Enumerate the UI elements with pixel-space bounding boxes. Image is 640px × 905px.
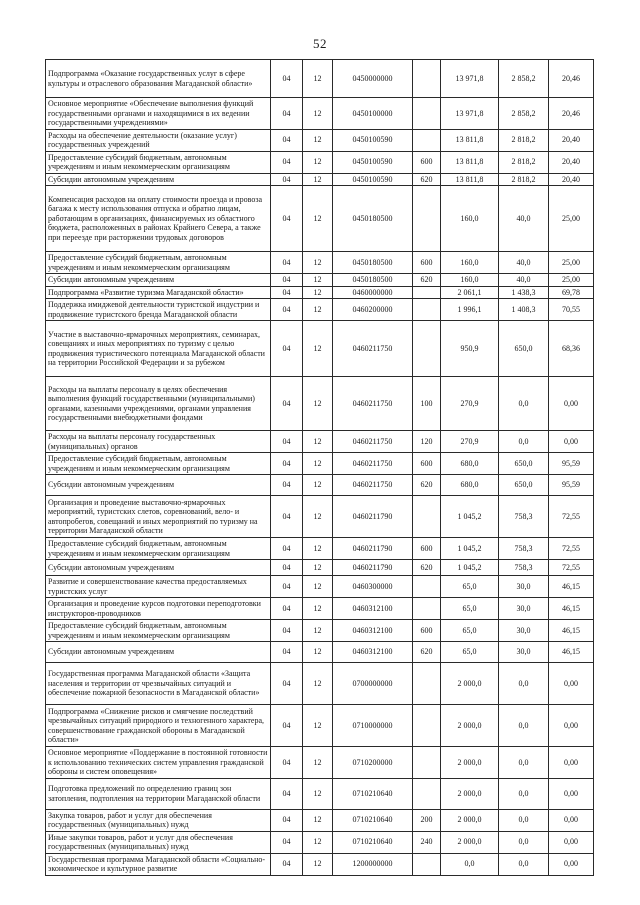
cell-percent: 25,00 <box>549 186 594 252</box>
cell-subsection: 12 <box>303 274 333 287</box>
cell-name: Субсидии автономным учреждениям <box>46 475 271 496</box>
table-row <box>46 252 594 274</box>
cell-expense-type: 600 <box>413 453 441 475</box>
table-row <box>46 321 594 377</box>
cell-subsection: 12 <box>303 252 333 274</box>
cell-expense-type: 600 <box>413 151 441 173</box>
cell-subsection: 12 <box>303 560 333 576</box>
table-row <box>46 560 594 576</box>
cell-actual: 758,3 <box>499 560 549 576</box>
cell-name: Основное мероприятие «Поддержание в постоянной готовности к использованию технических систем управления гражданской обороны и систем оповещения» <box>46 747 271 779</box>
cell-subsection: 12 <box>303 98 333 130</box>
cell-actual: 0,0 <box>499 705 549 747</box>
cell-actual: 2 858,2 <box>499 98 549 130</box>
cell-section: 04 <box>271 173 303 186</box>
cell-section: 04 <box>271 60 303 98</box>
cell-plan: 270,9 <box>441 431 499 453</box>
cell-subsection: 12 <box>303 778 333 809</box>
table-row <box>46 496 594 538</box>
cell-expense-type <box>413 853 441 875</box>
cell-subsection: 12 <box>303 453 333 475</box>
cell-actual: 1 408,3 <box>499 299 549 321</box>
cell-subsection: 12 <box>303 538 333 560</box>
cell-actual: 1 438,3 <box>499 286 549 299</box>
cell-percent: 25,00 <box>549 252 594 274</box>
cell-target-article: 0460211790 <box>333 496 413 538</box>
cell-subsection: 12 <box>303 747 333 779</box>
cell-target-article: 0460200000 <box>333 299 413 321</box>
cell-actual: 30,0 <box>499 642 549 663</box>
cell-name: Расходы на выплаты персоналу в целях обеспечения выполнения функций государственными (муниципальными) органами, казенными учреждениями, органами управления государственными внебюджетными фондами <box>46 377 271 431</box>
cell-target-article: 0450180500 <box>333 274 413 287</box>
table-row <box>46 274 594 287</box>
cell-section: 04 <box>271 853 303 875</box>
cell-name: Развитие и совершенствование качества предоставляемых туристских услуг <box>46 576 271 598</box>
table-row <box>46 186 594 252</box>
cell-percent: 0,00 <box>549 431 594 453</box>
cell-section: 04 <box>271 453 303 475</box>
cell-percent: 72,55 <box>549 560 594 576</box>
cell-expense-type <box>413 286 441 299</box>
cell-percent: 95,59 <box>549 475 594 496</box>
cell-subsection: 12 <box>303 853 333 875</box>
page-number: 52 <box>313 36 327 51</box>
cell-subsection: 12 <box>303 620 333 642</box>
cell-target-article: 0460211750 <box>333 431 413 453</box>
cell-percent: 72,55 <box>549 496 594 538</box>
cell-expense-type: 100 <box>413 377 441 431</box>
cell-section: 04 <box>271 299 303 321</box>
cell-name: Подготовка предложений по определению границ зон затопления, подтопления на территории Магаданской области <box>46 778 271 809</box>
cell-section: 04 <box>271 98 303 130</box>
table-row <box>46 663 594 705</box>
cell-actual: 0,0 <box>499 809 549 831</box>
cell-section: 04 <box>271 129 303 151</box>
cell-target-article: 0710210640 <box>333 809 413 831</box>
cell-name: Компенсация расходов на оплату стоимости проезда и провоза багажа к месту использования отпуска и обратно лицам, работающим в организациях, финансируемых из областного бюджета, расположенных в районах Крайнего Севера, а также при переезде при расторжении трудовых договоров <box>46 186 271 252</box>
cell-actual: 0,0 <box>499 663 549 705</box>
cell-name: Расходы на выплаты персоналу государственных (муниципальных) органов <box>46 431 271 453</box>
table-row <box>46 173 594 186</box>
cell-actual: 758,3 <box>499 538 549 560</box>
cell-plan: 160,0 <box>441 274 499 287</box>
cell-plan: 160,0 <box>441 252 499 274</box>
table-row <box>46 642 594 663</box>
cell-name: Государственная программа Магаданской области «Защита населения и территории от чрезвычайных ситуаций и обеспечение пожарной безопасности в Магаданской области» <box>46 663 271 705</box>
cell-subsection: 12 <box>303 475 333 496</box>
cell-plan: 160,0 <box>441 186 499 252</box>
cell-name: Субсидии автономным учреждениям <box>46 642 271 663</box>
cell-percent: 46,15 <box>549 642 594 663</box>
cell-name: Предоставление субсидий бюджетным, автономным учреждениям и иным некоммерческим организациям <box>46 252 271 274</box>
cell-expense-type <box>413 747 441 779</box>
table-row <box>46 705 594 747</box>
cell-expense-type: 620 <box>413 475 441 496</box>
cell-section: 04 <box>271 747 303 779</box>
table-row <box>46 778 594 809</box>
cell-plan: 2 000,0 <box>441 831 499 853</box>
cell-percent: 69,78 <box>549 286 594 299</box>
cell-percent: 25,00 <box>549 274 594 287</box>
cell-section: 04 <box>271 151 303 173</box>
cell-actual: 650,0 <box>499 321 549 377</box>
cell-target-article: 0450100590 <box>333 173 413 186</box>
cell-name: Подпрограмма «Оказание государственных услуг в сфере культуры и отраслевого образования Магаданской области» <box>46 60 271 98</box>
cell-name: Поддержка имиджевой деятельности туристской индустрии и продвижение туристского бренда Магаданской области <box>46 299 271 321</box>
cell-name: Государственная программа Магаданской области «Социально-экономическое и культурное развитие <box>46 853 271 875</box>
cell-target-article: 1200000000 <box>333 853 413 875</box>
cell-plan: 1 045,2 <box>441 538 499 560</box>
cell-subsection: 12 <box>303 642 333 663</box>
cell-target-article: 0460211750 <box>333 453 413 475</box>
cell-section: 04 <box>271 496 303 538</box>
cell-target-article: 0450000000 <box>333 60 413 98</box>
cell-expense-type <box>413 663 441 705</box>
cell-target-article: 0460211750 <box>333 377 413 431</box>
cell-target-article: 0460312100 <box>333 642 413 663</box>
cell-name: Предоставление субсидий бюджетным, автономным учреждениям и иным некоммерческим организациям <box>46 620 271 642</box>
cell-percent: 0,00 <box>549 831 594 853</box>
cell-actual: 0,0 <box>499 831 549 853</box>
cell-plan: 13 971,8 <box>441 98 499 130</box>
cell-section: 04 <box>271 321 303 377</box>
cell-section: 04 <box>271 538 303 560</box>
cell-plan: 2 000,0 <box>441 663 499 705</box>
cell-expense-type <box>413 705 441 747</box>
cell-plan: 2 000,0 <box>441 705 499 747</box>
table-row <box>46 747 594 779</box>
cell-percent: 46,15 <box>549 598 594 620</box>
cell-subsection: 12 <box>303 831 333 853</box>
cell-expense-type <box>413 778 441 809</box>
cell-expense-type <box>413 98 441 130</box>
cell-percent: 0,00 <box>549 853 594 875</box>
cell-section: 04 <box>271 663 303 705</box>
cell-subsection: 12 <box>303 576 333 598</box>
cell-percent: 20,46 <box>549 60 594 98</box>
table-row <box>46 377 594 431</box>
cell-target-article: 0460300000 <box>333 576 413 598</box>
cell-section: 04 <box>271 642 303 663</box>
cell-name: Предоставление субсидий бюджетным, автономным учреждениям и иным некоммерческим организациям <box>46 453 271 475</box>
cell-plan: 1 045,2 <box>441 560 499 576</box>
cell-plan: 2 061,1 <box>441 286 499 299</box>
cell-expense-type: 600 <box>413 252 441 274</box>
cell-actual: 2 818,2 <box>499 151 549 173</box>
cell-target-article: 0450100590 <box>333 151 413 173</box>
cell-name: Предоставление субсидий бюджетным, автономным учреждениям и иным некоммерческим организациям <box>46 151 271 173</box>
cell-name: Организация и проведение курсов подготовки переподготовки инструкторов-проводников <box>46 598 271 620</box>
cell-subsection: 12 <box>303 377 333 431</box>
cell-name: Подпрограмма «Снижение рисков и смягчение последствий чрезвычайных ситуаций природного и техногенного характера, совершенствование гражданской обороны в Магаданской области» <box>46 705 271 747</box>
cell-percent: 0,00 <box>549 747 594 779</box>
cell-actual: 2 858,2 <box>499 60 549 98</box>
table-row <box>46 431 594 453</box>
cell-percent: 72,55 <box>549 538 594 560</box>
cell-expense-type: 620 <box>413 560 441 576</box>
cell-expense-type: 240 <box>413 831 441 853</box>
cell-percent: 0,00 <box>549 377 594 431</box>
cell-subsection: 12 <box>303 321 333 377</box>
cell-section: 04 <box>271 705 303 747</box>
cell-target-article: 0460211750 <box>333 475 413 496</box>
table-row <box>46 151 594 173</box>
cell-actual: 0,0 <box>499 431 549 453</box>
cell-section: 04 <box>271 576 303 598</box>
table-row <box>46 853 594 875</box>
cell-percent: 0,00 <box>549 778 594 809</box>
cell-percent: 0,00 <box>549 705 594 747</box>
cell-subsection: 12 <box>303 705 333 747</box>
cell-subsection: 12 <box>303 286 333 299</box>
cell-subsection: 12 <box>303 299 333 321</box>
cell-name: Закупка товаров, работ и услуг для обеспечения государственных (муниципальных) нужд <box>46 809 271 831</box>
cell-subsection: 12 <box>303 60 333 98</box>
table-row <box>46 831 594 853</box>
cell-section: 04 <box>271 620 303 642</box>
cell-percent: 20,46 <box>549 98 594 130</box>
cell-name: Участие в выставочно-ярмарочных мероприятиях, семинарах, совещаниях и иных мероприятиях по туризму с целью продвижения туристического потенциала Магаданской области на территории Российской Федерации и за рубежом <box>46 321 271 377</box>
cell-section: 04 <box>271 431 303 453</box>
cell-target-article: 0450180500 <box>333 252 413 274</box>
cell-percent: 20,40 <box>549 173 594 186</box>
cell-expense-type <box>413 186 441 252</box>
table-row <box>46 286 594 299</box>
cell-subsection: 12 <box>303 496 333 538</box>
cell-plan: 2 000,0 <box>441 747 499 779</box>
cell-subsection: 12 <box>303 663 333 705</box>
table-row <box>46 129 594 151</box>
cell-name: Основное мероприятие «Обеспечение выполнения функций государственными органами и находящимися в их ведении государственными учреждениями» <box>46 98 271 130</box>
cell-section: 04 <box>271 286 303 299</box>
cell-section: 04 <box>271 377 303 431</box>
cell-actual: 0,0 <box>499 747 549 779</box>
table-row <box>46 475 594 496</box>
cell-plan: 680,0 <box>441 453 499 475</box>
cell-name: Расходы на обеспечение деятельности (оказание услуг) государственных учреждений <box>46 129 271 151</box>
cell-expense-type <box>413 299 441 321</box>
cell-expense-type <box>413 496 441 538</box>
cell-subsection: 12 <box>303 431 333 453</box>
table-row <box>46 576 594 598</box>
cell-subsection: 12 <box>303 809 333 831</box>
cell-target-article: 0460000000 <box>333 286 413 299</box>
cell-expense-type: 620 <box>413 173 441 186</box>
cell-subsection: 12 <box>303 151 333 173</box>
cell-plan: 65,0 <box>441 620 499 642</box>
cell-expense-type <box>413 576 441 598</box>
cell-plan: 680,0 <box>441 475 499 496</box>
cell-target-article: 0450180500 <box>333 186 413 252</box>
cell-actual: 0,0 <box>499 853 549 875</box>
cell-subsection: 12 <box>303 173 333 186</box>
cell-target-article: 0460211790 <box>333 538 413 560</box>
cell-actual: 30,0 <box>499 598 549 620</box>
cell-target-article: 0450100590 <box>333 129 413 151</box>
cell-actual: 40,0 <box>499 186 549 252</box>
cell-subsection: 12 <box>303 186 333 252</box>
cell-section: 04 <box>271 778 303 809</box>
cell-percent: 70,55 <box>549 299 594 321</box>
cell-section: 04 <box>271 809 303 831</box>
cell-expense-type: 600 <box>413 620 441 642</box>
cell-subsection: 12 <box>303 129 333 151</box>
cell-name: Подпрограмма «Развитие туризма Магаданской области» <box>46 286 271 299</box>
cell-section: 04 <box>271 252 303 274</box>
cell-expense-type: 620 <box>413 274 441 287</box>
cell-actual: 0,0 <box>499 377 549 431</box>
cell-name: Субсидии автономным учреждениям <box>46 173 271 186</box>
cell-actual: 30,0 <box>499 576 549 598</box>
cell-expense-type <box>413 321 441 377</box>
cell-plan: 270,9 <box>441 377 499 431</box>
cell-target-article: 0710200000 <box>333 747 413 779</box>
cell-percent: 0,00 <box>549 663 594 705</box>
cell-actual: 650,0 <box>499 453 549 475</box>
cell-plan: 2 000,0 <box>441 809 499 831</box>
cell-name: Иные закупки товаров, работ и услуг для обеспечения государственных (муниципальных) нужд <box>46 831 271 853</box>
cell-target-article: 0460211790 <box>333 560 413 576</box>
cell-target-article: 0460312100 <box>333 620 413 642</box>
cell-actual: 40,0 <box>499 252 549 274</box>
cell-plan: 65,0 <box>441 576 499 598</box>
cell-actual: 0,0 <box>499 778 549 809</box>
cell-section: 04 <box>271 598 303 620</box>
cell-section: 04 <box>271 560 303 576</box>
cell-plan: 13 811,8 <box>441 129 499 151</box>
cell-plan: 65,0 <box>441 642 499 663</box>
table-row <box>46 453 594 475</box>
cell-plan: 13 811,8 <box>441 151 499 173</box>
table-row <box>46 98 594 130</box>
cell-expense-type: 200 <box>413 809 441 831</box>
cell-name: Предоставление субсидий бюджетным, автономным учреждениям и иным некоммерческим организациям <box>46 538 271 560</box>
cell-name: Субсидии автономным учреждениям <box>46 560 271 576</box>
cell-plan: 950,9 <box>441 321 499 377</box>
table-row <box>46 809 594 831</box>
cell-percent: 20,40 <box>549 151 594 173</box>
cell-expense-type <box>413 598 441 620</box>
cell-actual: 650,0 <box>499 475 549 496</box>
cell-target-article: 0460312100 <box>333 598 413 620</box>
cell-section: 04 <box>271 186 303 252</box>
cell-percent: 0,00 <box>549 809 594 831</box>
cell-plan: 0,0 <box>441 853 499 875</box>
cell-target-article: 0710210640 <box>333 831 413 853</box>
cell-target-article: 0700000000 <box>333 663 413 705</box>
budget-table <box>45 59 594 876</box>
cell-section: 04 <box>271 274 303 287</box>
cell-section: 04 <box>271 475 303 496</box>
cell-plan: 13 971,8 <box>441 60 499 98</box>
cell-name: Субсидии автономным учреждениям <box>46 274 271 287</box>
cell-actual: 758,3 <box>499 496 549 538</box>
cell-target-article: 0450100000 <box>333 98 413 130</box>
cell-percent: 20,40 <box>549 129 594 151</box>
cell-name: Организация и проведение выставочно-ярмарочных мероприятий, туристских слетов, соревнований, вело- и автопробегов, совещаний и иных мероприятий по туризму на территории Магаданской области <box>46 496 271 538</box>
table-row <box>46 620 594 642</box>
cell-actual: 30,0 <box>499 620 549 642</box>
cell-expense-type: 600 <box>413 538 441 560</box>
table-row <box>46 538 594 560</box>
cell-plan: 1 045,2 <box>441 496 499 538</box>
cell-target-article: 0460211750 <box>333 321 413 377</box>
cell-plan: 1 996,1 <box>441 299 499 321</box>
cell-percent: 46,15 <box>549 576 594 598</box>
cell-expense-type <box>413 60 441 98</box>
cell-target-article: 0710000000 <box>333 705 413 747</box>
cell-plan: 13 811,8 <box>441 173 499 186</box>
cell-target-article: 0710210640 <box>333 778 413 809</box>
cell-actual: 2 818,2 <box>499 129 549 151</box>
cell-plan: 65,0 <box>441 598 499 620</box>
cell-expense-type: 620 <box>413 642 441 663</box>
cell-actual: 40,0 <box>499 274 549 287</box>
table-row <box>46 299 594 321</box>
cell-percent: 95,59 <box>549 453 594 475</box>
cell-actual: 2 818,2 <box>499 173 549 186</box>
cell-expense-type: 120 <box>413 431 441 453</box>
table-body <box>46 60 594 876</box>
cell-percent: 68,36 <box>549 321 594 377</box>
cell-expense-type <box>413 129 441 151</box>
cell-subsection: 12 <box>303 598 333 620</box>
cell-plan: 2 000,0 <box>441 778 499 809</box>
table-row <box>46 60 594 98</box>
cell-section: 04 <box>271 831 303 853</box>
cell-percent: 46,15 <box>549 620 594 642</box>
table-row <box>46 598 594 620</box>
